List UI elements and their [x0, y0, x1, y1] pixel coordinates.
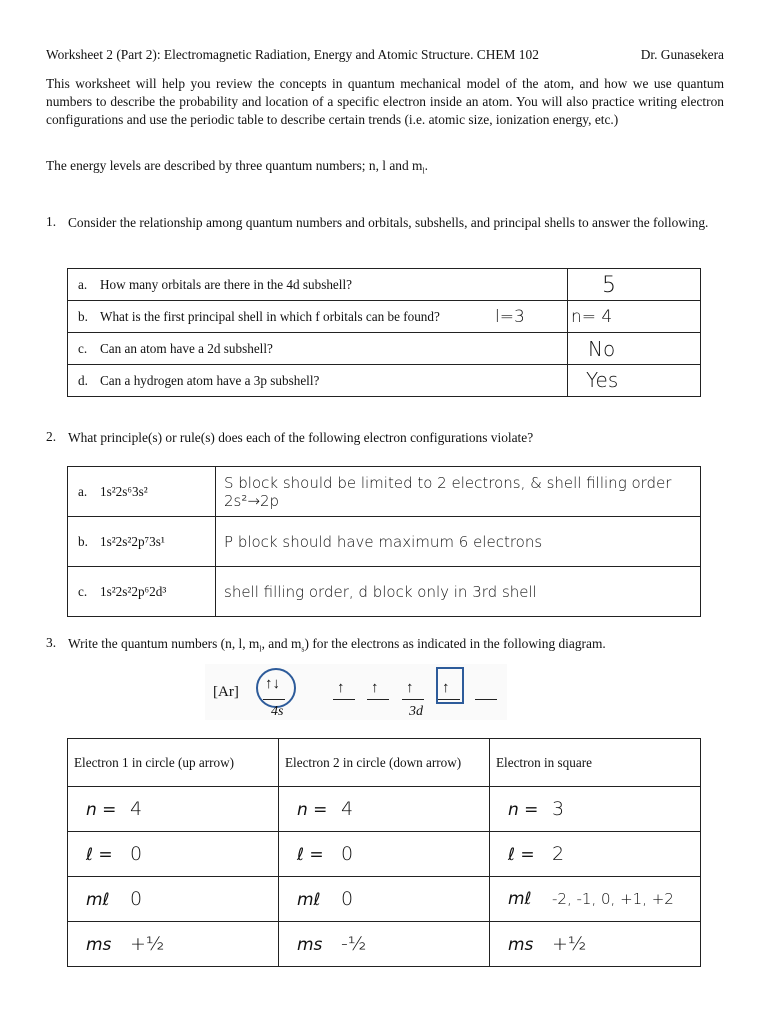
row-question: What is the first principal shell in which f orbitals can be found? — [100, 308, 440, 324]
handwritten-value: 0 — [341, 843, 354, 865]
row-letter: a. — [78, 483, 88, 499]
handwritten-answer: 5 — [602, 273, 616, 298]
table-header-row — [68, 739, 701, 787]
column-header: Electron 1 in circle (up arrow) — [68, 739, 279, 787]
quantum-symbol: ℓ = — [86, 845, 113, 865]
row-letter: d. — [78, 372, 88, 388]
orbital-line — [402, 699, 424, 700]
question-1-text: Consider the relationship among quantum numbers and orbitals, subshells, and principal shells to answer the following. — [68, 215, 709, 230]
handwritten-answer: P block should have maximum 6 electrons — [216, 517, 701, 567]
orbital-3d-4: ↑ — [442, 680, 450, 696]
table-row — [68, 517, 701, 567]
intro-paragraph: This worksheet will help you review the concepts in quantum mechanical model of the atom, and how we use quantum numbers to describe the probability and location of a specific electron inside an atom. You will also practice writing electron configurations and use the periodic table to describe certain trends (i.e. atomic size, ionization energy, etc.) — [46, 76, 724, 127]
table-row — [68, 922, 701, 967]
quantum-symbol: ms — [508, 935, 534, 955]
question-1-number: 1. — [46, 214, 57, 229]
handwritten-answer: Yes — [586, 368, 619, 392]
column-header: Electron in square — [490, 739, 701, 787]
handwritten-answer: S block should be limited to 2 electrons, & shell filling order 2s²→2p — [216, 467, 701, 517]
orbital-line — [263, 699, 285, 700]
quantum-symbol: ℓ = — [297, 845, 324, 865]
quantum-symbol: n = — [508, 800, 539, 820]
handwritten-value: 4 — [341, 798, 354, 820]
handwritten-answer: No — [588, 337, 616, 361]
quantum-symbol: mℓ — [297, 890, 321, 910]
table-row — [68, 301, 701, 333]
row-letter: b. — [78, 533, 88, 549]
energy-levels-text: The energy levels are described by three quantum numbers; n, l and $m_l$. — [46, 158, 429, 176]
quantum-symbol: mℓ — [508, 889, 532, 909]
table-row — [68, 269, 701, 301]
electron-configuration: 1s²2s²2p⁶2d³ — [100, 583, 167, 599]
handwritten-value: 0 — [130, 888, 143, 910]
row-letter: b. — [78, 308, 88, 324]
handwritten-value: 0 — [130, 843, 143, 865]
orbital-line — [367, 699, 389, 700]
table-row — [68, 467, 701, 517]
table-row — [68, 877, 701, 922]
table-row — [68, 787, 701, 832]
orbital-line — [333, 699, 355, 700]
label-3d: 3d — [409, 704, 423, 719]
electron-configuration: 1s²2s²2p⁷3s¹ — [100, 533, 165, 549]
question-3-table — [67, 738, 701, 967]
question-1-table — [67, 268, 701, 397]
table-row — [68, 567, 701, 617]
orbital-line — [438, 699, 460, 700]
quantum-symbol: n = — [297, 800, 328, 820]
worksheet-title: Worksheet 2 (Part 2): Electromagnetic Radiation, Energy and Atomic Structure. CHEM 102 — [46, 47, 539, 62]
table-row — [68, 365, 701, 397]
handwritten-value: +½ — [552, 933, 587, 955]
row-question: How many orbitals are there in the 4d subshell? — [100, 276, 352, 292]
orbital-4s: ↑↓ — [265, 676, 280, 692]
quantum-symbol: ℓ = — [508, 845, 535, 865]
question-3-text: Write the quantum numbers (n, l, $m_l$, and $m_s$) for the electrons as indicated in the following diagram. — [68, 636, 606, 654]
row-letter: c. — [78, 583, 88, 599]
handwritten-value: -2, -1, 0, +1, +2 — [552, 890, 674, 908]
handwritten-value: 4 — [130, 798, 143, 820]
label-4s: 4s — [271, 704, 284, 719]
orbital-diagram — [205, 664, 507, 720]
row-letter: c. — [78, 340, 88, 356]
worksheet-header — [46, 47, 724, 63]
handwritten-answer: shell filling order, d block only in 3rd shell — [216, 567, 701, 617]
handwritten-answer: n= 4 — [571, 307, 613, 327]
quantum-symbol: ms — [86, 935, 112, 955]
question-2-number: 2. — [46, 429, 57, 444]
quantum-symbol: n = — [86, 800, 117, 820]
handwritten-note: l=3 — [495, 307, 525, 327]
handwritten-value: 0 — [341, 888, 354, 910]
table-row — [68, 832, 701, 877]
row-question: Can an atom have a 2d subshell? — [100, 340, 273, 356]
row-letter: a. — [78, 276, 88, 292]
electron-configuration: 1s²2s⁶3s² — [100, 483, 148, 499]
column-header: Electron 2 in circle (down arrow) — [279, 739, 490, 787]
handwritten-value: +½ — [130, 933, 165, 955]
question-2-table — [67, 466, 701, 617]
orbital-3d-2: ↑ — [371, 680, 379, 696]
core-label: [Ar] — [213, 684, 239, 700]
instructor-name: Dr. Gunasekera — [640, 47, 724, 62]
row-question: Can a hydrogen atom have a 3p subshell? — [100, 372, 320, 388]
question-2-text: What principle(s) or rule(s) does each of the following electron configurations violate? — [68, 430, 534, 445]
table-row — [68, 333, 701, 365]
question-3-number: 3. — [46, 635, 57, 650]
handwritten-value: -½ — [341, 933, 367, 955]
quantum-symbol: mℓ — [86, 890, 110, 910]
quantum-symbol: ms — [297, 935, 323, 955]
orbital-3d-1: ↑ — [337, 680, 345, 696]
handwritten-value: 3 — [552, 798, 565, 820]
orbital-3d-3: ↑ — [406, 680, 414, 696]
handwritten-value: 2 — [552, 843, 565, 865]
orbital-line — [475, 699, 497, 700]
